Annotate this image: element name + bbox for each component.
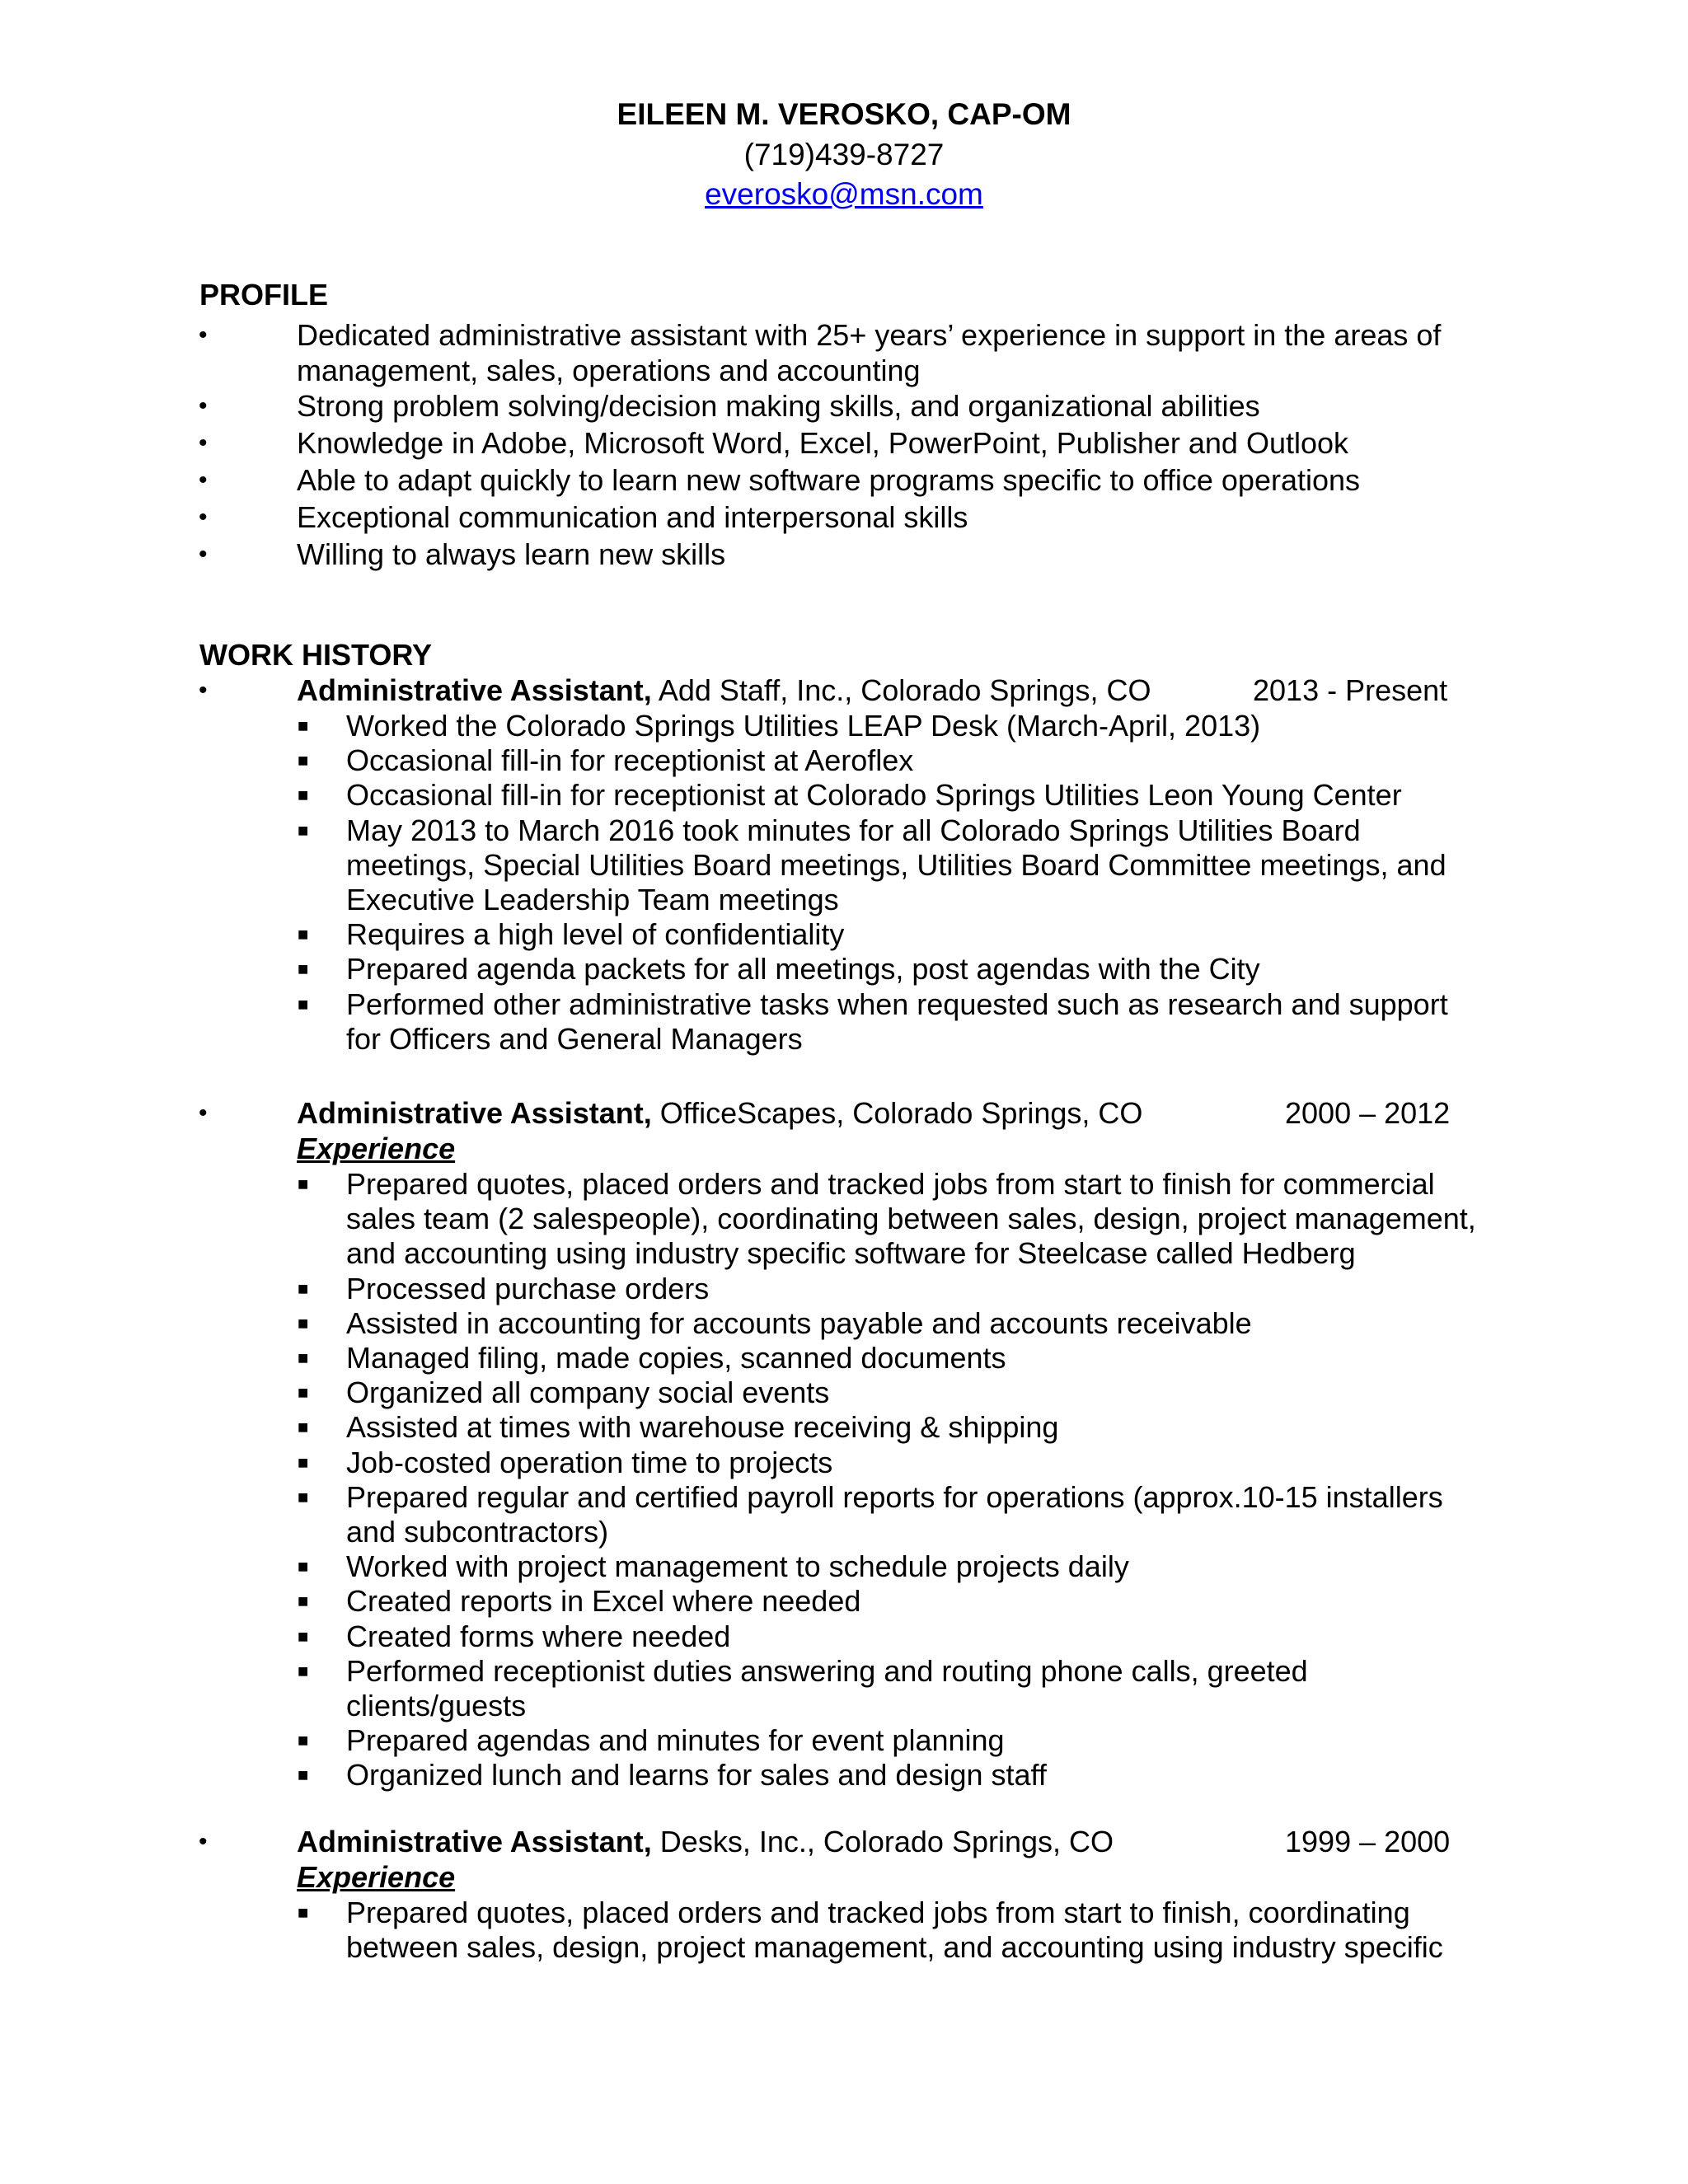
- job-item-text: Organized all company social events: [346, 1376, 830, 1410]
- profile-item-text: Able to adapt quickly to learn new software programs specific to office operations: [297, 463, 1361, 497]
- square-bullet-icon: ■: [298, 924, 309, 945]
- bullet-icon: •: [199, 321, 208, 349]
- job-item-text: Processed purchase orders: [346, 1271, 710, 1305]
- job-title-line: [297, 1824, 1114, 1859]
- experience-label: Experience: [297, 1860, 456, 1894]
- square-bullet-icon: ■: [298, 1347, 309, 1368]
- bullet-icon: •: [199, 392, 208, 419]
- job-item-text: Occasional fill-in for receptionist at Colorado Springs Utilities Leon Young Center: [346, 778, 1402, 813]
- job-item-text: Managed filing, made copies, scanned documents: [346, 1341, 1006, 1375]
- job-item-text: sales team (2 salespeople), coordinating between sales, design, project management,: [346, 1202, 1476, 1236]
- job-item-text: Prepared regular and certified payroll reports for operations (approx.10-15 installers: [346, 1479, 1443, 1514]
- profile-item-text: management, sales, operations and accounting: [297, 354, 921, 387]
- job-item-text: Occasional fill-in for receptionist at Aeroflex: [346, 743, 914, 778]
- square-bullet-icon: ■: [298, 1730, 309, 1751]
- square-bullet-icon: ■: [298, 1556, 309, 1577]
- square-bullet-icon: ■: [298, 1902, 309, 1923]
- candidate-phone: (719)439-8727: [743, 138, 945, 171]
- square-bullet-icon: ■: [298, 1382, 309, 1404]
- job-item-text: Job-costed operation time to projects: [346, 1445, 833, 1479]
- profile-item-text: Willing to always learn new skills: [297, 537, 726, 571]
- job-item-text: and subcontractors): [346, 1515, 609, 1549]
- job-title: Administrative Assistant,: [297, 673, 652, 707]
- job-title: Administrative Assistant,: [297, 1096, 652, 1130]
- job-item-text: Prepared agendas and minutes for event planning: [346, 1723, 1005, 1758]
- square-bullet-icon: ■: [298, 785, 309, 806]
- candidate-name: EILEEN M. VEROSKO, CAP-OM: [617, 97, 1071, 131]
- job-dates: 2000 – 2012: [1285, 1096, 1451, 1130]
- job-company: Desks, Inc., Colorado Springs, CO: [651, 1825, 1114, 1858]
- job-item-text: Prepared quotes, placed orders and tracked jobs from start to finish for commercial: [346, 1167, 1435, 1201]
- bullet-icon: •: [199, 541, 208, 568]
- square-bullet-icon: ■: [298, 1591, 309, 1612]
- job-item-text: Executive Leadership Team meetings: [346, 883, 839, 916]
- square-bullet-icon: ■: [298, 1660, 309, 1681]
- work-history-heading: WORK HISTORY: [199, 638, 433, 672]
- job-item-text: Created reports in Excel where needed: [346, 1584, 861, 1619]
- bullet-icon: •: [199, 677, 208, 704]
- job-item-text: Performed receptionist duties answering and routing phone calls, greeted: [346, 1653, 1308, 1688]
- job-item-text: Created forms where needed: [346, 1619, 731, 1653]
- job-item-text: Prepared quotes, placed orders and tracked jobs from start to finish, coordinating: [346, 1896, 1410, 1929]
- job-item-text: Worked with project management to schedule projects daily: [346, 1549, 1129, 1584]
- job-item-text: and accounting using industry specific software for Steelcase called Hedberg: [346, 1236, 1356, 1271]
- email-link[interactable]: everosko@msn.com: [705, 177, 983, 211]
- square-bullet-icon: ■: [298, 993, 309, 1015]
- square-bullet-icon: ■: [298, 958, 309, 980]
- square-bullet-icon: ■: [298, 1765, 309, 1786]
- job-item-text: May 2013 to March 2016 took minutes for all Colorado Springs Utilities Board: [346, 813, 1361, 847]
- square-bullet-icon: ■: [298, 1417, 309, 1438]
- job-item-text: Performed other administrative tasks when requested such as research and support: [346, 987, 1448, 1021]
- job-item-text: Prepared agenda packets for all meetings, post agendas with the City: [346, 952, 1260, 987]
- profile-heading: PROFILE: [199, 278, 329, 312]
- candidate-email: [0, 175, 1688, 214]
- job-item-text: meetings, Special Utilities Board meetings, Utilities Board Committee meetings, and: [346, 847, 1447, 882]
- bullet-icon: •: [199, 504, 208, 531]
- job-company: OfficeScapes, Colorado Springs, CO: [651, 1096, 1143, 1130]
- profile-item-text: Exceptional communication and interpersonal skills: [297, 500, 968, 534]
- job-item-text: clients/guests: [346, 1689, 527, 1722]
- bullet-icon: •: [199, 429, 208, 457]
- job-company: Add Staff, Inc., Colorado Springs, CO: [651, 673, 1151, 707]
- job-item-text: between sales, design, project management, and accounting using industry specific: [346, 1930, 1443, 1965]
- bullet-icon: •: [199, 1099, 208, 1127]
- profile-item-text: Knowledge in Adobe, Microsoft Word, Excel, PowerPoint, Publisher and Outlook: [297, 426, 1349, 460]
- profile-item-text: Dedicated administrative assistant with 25+ years’ experience in support in the areas of: [297, 318, 1442, 352]
- job-item-text: for Officers and General Managers: [346, 1021, 803, 1056]
- job-title-line: [297, 673, 1151, 708]
- square-bullet-icon: ■: [298, 1486, 309, 1507]
- square-bullet-icon: ■: [298, 1312, 309, 1333]
- job-dates: 1999 – 2000: [1285, 1825, 1451, 1858]
- square-bullet-icon: ■: [298, 750, 309, 771]
- profile-item-text: Strong problem solving/decision making skills, and organizational abilities: [297, 389, 1260, 423]
- square-bullet-icon: ■: [298, 1174, 309, 1194]
- square-bullet-icon: ■: [298, 1625, 309, 1647]
- bullet-icon: •: [199, 466, 208, 494]
- job-title: Administrative Assistant,: [297, 1825, 652, 1858]
- square-bullet-icon: ■: [298, 1277, 309, 1299]
- job-item-text: Organized lunch and learns for sales and design staff: [346, 1758, 1047, 1793]
- job-dates: 2013 - Present: [1253, 673, 1448, 707]
- square-bullet-icon: ■: [298, 819, 309, 841]
- job-item-text: Assisted at times with warehouse receiving & shipping: [346, 1410, 1059, 1445]
- job-item-text: Requires a high level of confidentiality: [346, 917, 845, 952]
- job-title-line: [297, 1095, 1142, 1131]
- job-item-text: Assisted in accounting for accounts payable and accounts receivable: [346, 1305, 1252, 1340]
- job-item-text: Worked the Colorado Springs Utilities LEAP Desk (March-April, 2013): [346, 709, 1261, 743]
- square-bullet-icon: ■: [298, 1451, 309, 1473]
- square-bullet-icon: ■: [298, 715, 309, 736]
- experience-label: Experience: [297, 1132, 456, 1165]
- bullet-icon: •: [199, 1828, 208, 1855]
